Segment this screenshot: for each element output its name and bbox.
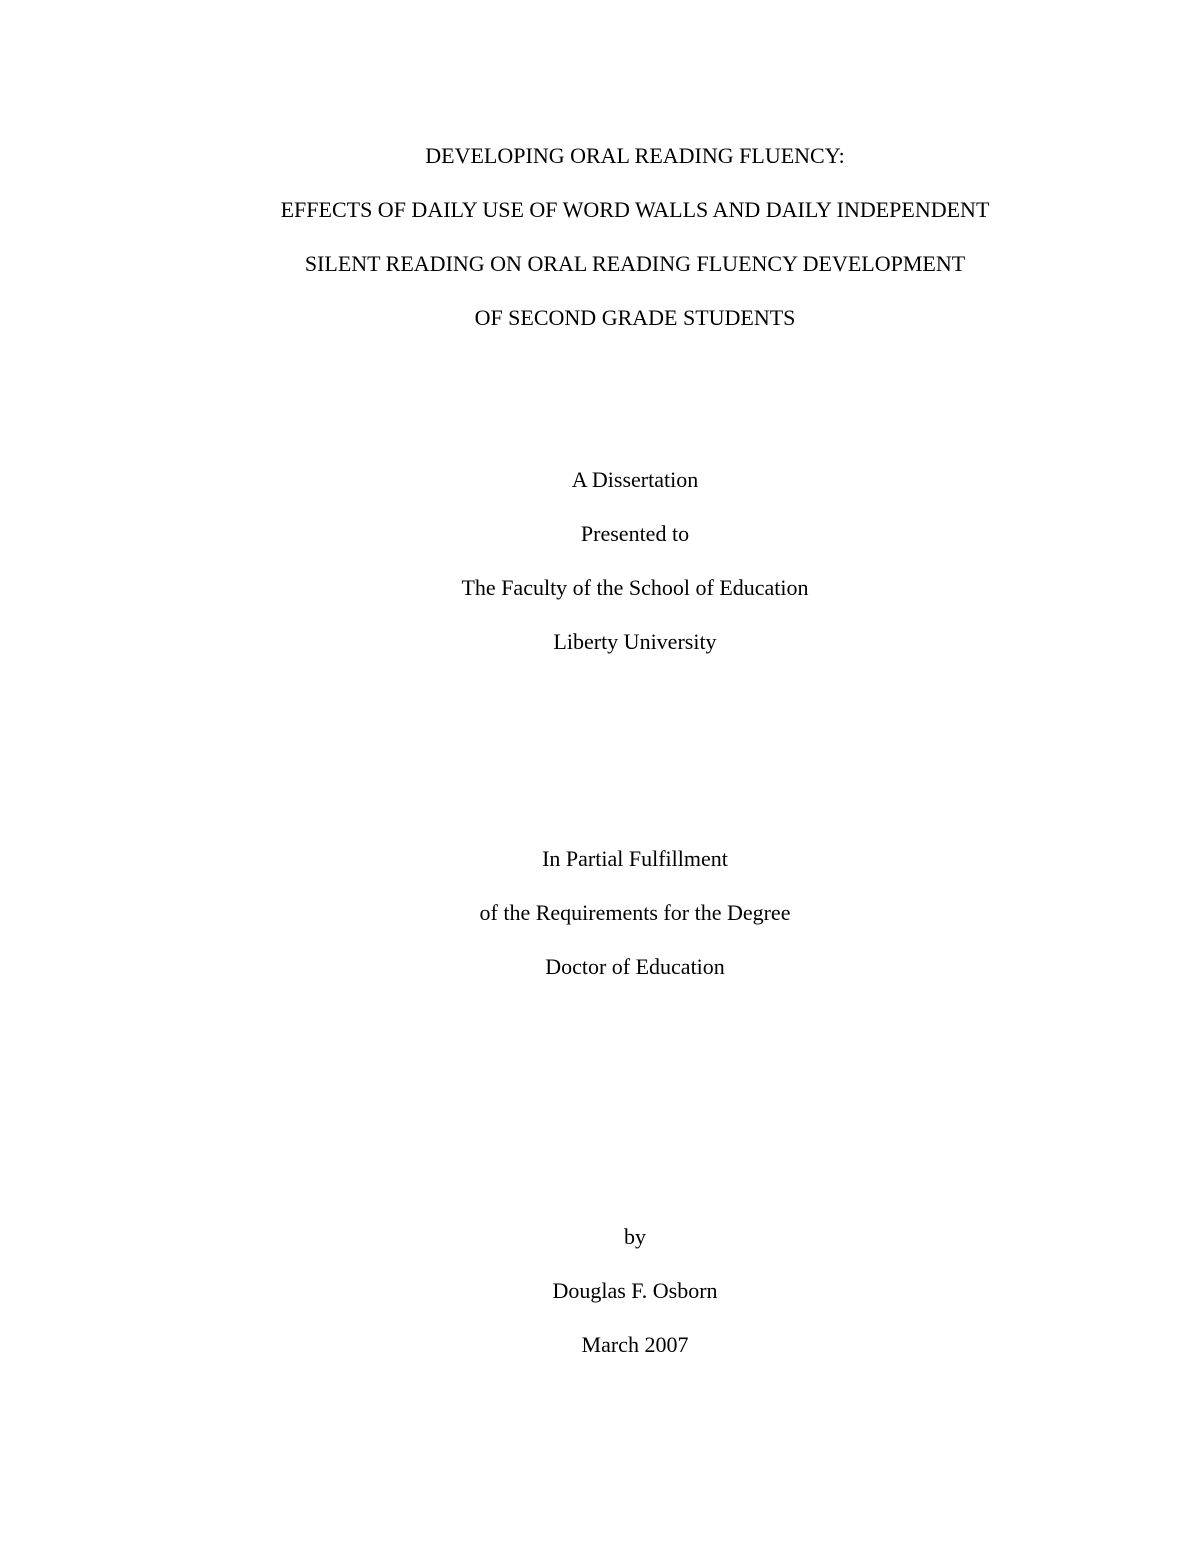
university-name: Liberty University [553,629,717,654]
title-line-2: EFFECTS OF DAILY USE OF WORD WALLS AND DAILY INDEPENDENT [280,197,990,222]
faculty-name: The Faculty of the School of Education [461,575,809,600]
title-line-4: OF SECOND GRADE STUDENTS [474,305,796,330]
title-line-1: DEVELOPING ORAL READING FLUENCY: [425,143,845,168]
fulfillment-line-1: In Partial Fulfillment [542,846,728,871]
document-type: A Dissertation [571,467,699,492]
fulfillment-line-2: of the Requirements for the Degree [479,900,791,925]
submission-date: March 2007 [581,1332,689,1357]
author-name: Douglas F. Osborn [552,1278,718,1303]
degree-name: Doctor of Education [545,954,725,979]
presented-to: Presented to [580,521,690,546]
title-line-3: SILENT READING ON ORAL READING FLUENCY DEVELOPMENT [304,251,966,276]
by-label: by [624,1224,646,1249]
